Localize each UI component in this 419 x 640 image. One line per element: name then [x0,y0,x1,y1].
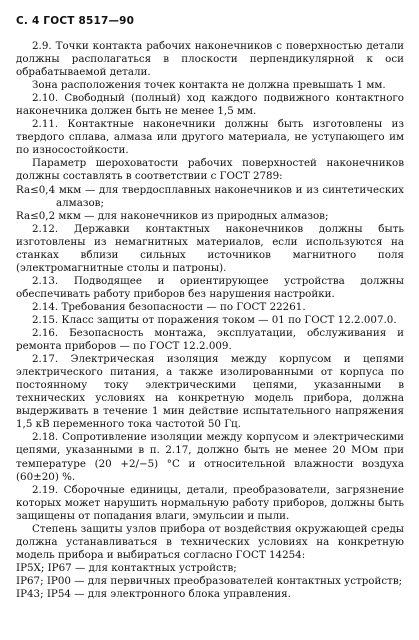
paragraph-contact-zone: Зона расположения точек контакта не должна превышать 1 мм. [32,79,386,92]
paragraph-2-15: 2.15. Класс защиты от поражения током — 01 по ГОСТ 12.2.007.0. [32,313,397,326]
list-item-ip-converters: IP67; IP00 — для первичных преобразователей контактных устройств; [16,574,403,587]
paragraph-2-13: 2.13. Подводящее и ориентирующее устройства должны обеспечивать работу приборов без нарушения настройки. [16,274,404,300]
paragraph-2-18: 2.18. Сопротивление изоляции между корпусом и электрическими цепями, указанными в п. 2.17, должно быть не менее 20 МОм при температуре (20 +2/−5) °С и относительной влажности воздуха (60±20) %. [16,431,404,483]
paragraph-2-9: 2.9. Точки контакта рабочих наконечников с поверхностью детали должны располагаться в плоскости перпендикулярной к оси обрабатываемой детали. [16,40,404,79]
paragraph-2-12: 2.12. Державки контактных наконечников должны быть изготовлены из немагнитных материалов, если используются на станках вблизи сильных источников магнитного поля (электромагнитные столы и патроны). [16,222,404,274]
paragraph-roughness: Параметр шероховатости рабочих поверхностей наконечников должны составлять в соответствии с ГОСТ 2789: [16,157,404,183]
list-item-ip-electronics: IP43; IP54 — для электронного блока управления. [16,587,291,600]
paragraph-2-14: 2.14. Требования безопасности — по ГОСТ 22261. [32,300,306,313]
list-item-ip-contact: IP5X; IP67 — для контактных устройств; [16,561,237,574]
paragraph-2-11: 2.11. Контактные наконечники должны быть изготовлены из твердого сплава, алмаза или другого материала, не уступающего им по износостойкости. [16,118,404,157]
paragraph-2-16: 2.16. Безопасность монтажа, эксплуатации, обслуживания и ремонта приборов — по ГОСТ 12.2.009. [16,327,404,353]
list-item-roughness-diamond: Ra≤0,2 мкм — для наконечников из природных алмазов; [16,209,329,222]
paragraph-2-17: 2.17. Электрическая изоляция между корпусом и цепями электрического питания, а также изолированными от корпуса по постоянному току электрическими цепями, указанными в технических условиях на конкретную модель прибора, должна выдерживать в течение 1 мин действие испытательного напряжения 1,5 кВ переменного тока частотой 50 Гц. [16,353,404,431]
paragraph-2-19: 2.19. Сборочные единицы, детали, преобразователи, загрязнение которых может нарушить нормальную работу приборов, должны быть защищены от попадания влаги, эмульсии и пыли. [16,483,404,522]
list-item-roughness-carbide: Ra≤0,4 мкм — для твердосплавных наконечников и из синтетических алмазов; [16,183,404,209]
paragraph-2-10: 2.10. Свободный (полный) ход каждого подвижного контактного наконечника должен быть не менее 1,5 мм. [16,92,404,118]
document-body [16,40,404,601]
paragraph-protection-degree: Степень защиты узлов прибора от воздействия окружающей среды должна устанавливаться в технических условиях на конкретную модель прибора и выбираться согласно ГОСТ 14254: [16,522,404,561]
page-header: С. 4 ГОСТ 8517—90 [16,15,135,27]
